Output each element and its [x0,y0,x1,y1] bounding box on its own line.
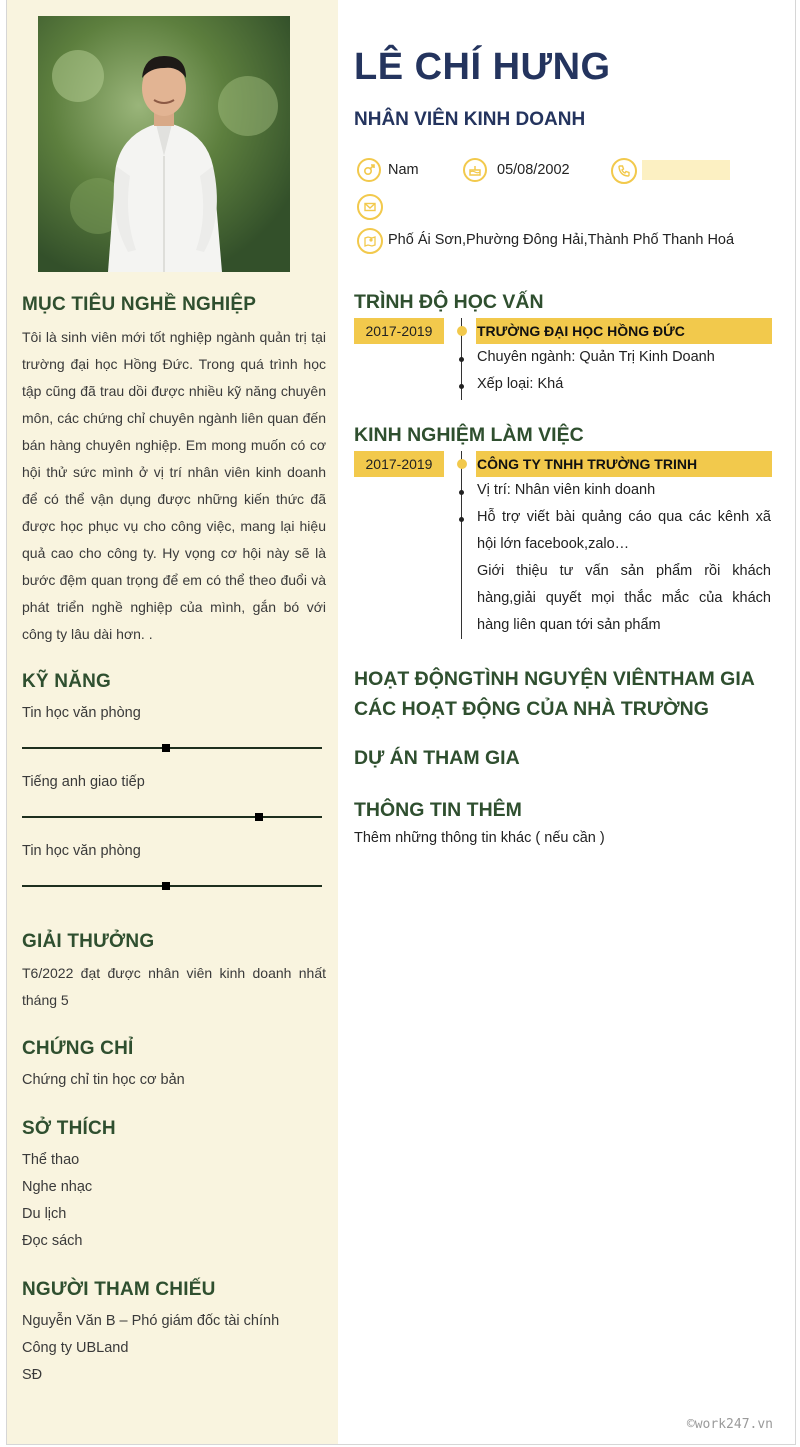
skill-level-marker [162,882,170,890]
timeline-dot [457,326,467,336]
hobby-item: Đọc sách [22,1233,83,1249]
job-title: NHÂN VIÊN KINH DOANH [354,109,586,130]
awards-heading: GIẢI THƯỞNG [22,931,155,952]
candidate-name: LÊ CHÍ HƯNG [354,46,611,88]
experience-year: 2017-2019 [354,451,444,477]
skill-bar [22,885,322,887]
gender-icon [357,158,381,182]
reference-item: Công ty UBLand [22,1340,129,1356]
sidebar [7,0,338,1444]
skill-label: Tin học văn phòng [22,843,141,859]
skill-level-marker [255,813,263,821]
experience-duty: Giới thiệu tư vấn sản phẩm rồi khách hàng,giải quyết mọi thắc mắc của khách hàng liên quan tới sản phẩm [477,563,771,633]
avatar [38,16,290,272]
education-major: Chuyên ngành: Quản Trị Kinh Doanh [477,349,715,365]
more-info-heading: THÔNG TIN THÊM [354,799,522,821]
skill-level-marker [162,744,170,752]
awards-text: T6/2022 đạt được nhân viên kinh doanh nhất tháng 5 [22,965,326,1008]
skill-bar [22,747,322,749]
experience-heading: KINH NGHIỆM LÀM VIỆC [354,424,584,446]
bullet-dot [459,517,464,522]
skill-bar [22,816,322,818]
objective-text: Tôi là sinh viên mới tốt nghiệp ngành quản trị tại trường đại học Hồng Đức. Trong quá trình học tập cũng đã trau dồi được nhiều kỹ năng chuyên môn, các chứng chỉ chuyên ngành liên quan đến bán hàng chuyên nghiệp. Em mong muốn có cơ hội thử sức mình ở vị trí nhân viên kinh doanh để có thể vận dụng được những kiến thức đã được học phục vụ cho công việc, mang lại hiệu quả cao cho công ty. Hy vọng cơ hội này sẽ là bước đệm quan trọng để em có thể theo đuổi và phát triển nghề nghiệp của mình, gắn bó với công ty lâu dài hơn. . [22,329,326,642]
hobby-item: Thể thao [22,1152,80,1168]
company-name: CÔNG TY TNHH TRƯỜNG TRINH [476,451,772,477]
bullet-dot [459,357,464,362]
projects-heading: DỰ ÁN THAM GIA [354,747,520,769]
certificates-heading: CHỨNG CHỈ [22,1038,134,1059]
bullet-dot [459,490,464,495]
skill-label: Tiếng anh giao tiếp [22,774,145,790]
phone-icon [611,158,637,184]
cv-page [6,0,796,1445]
reference-item: Nguyễn Văn B – Phó giám đốc tài chính [22,1313,280,1329]
reference-item: SĐ [22,1367,43,1383]
address-value: Phố Ái Sơn,Phường Đông Hải,Thành Phố Thanh Hoá [388,232,735,248]
watermark: ©work247.vn [686,1417,773,1432]
hobbies-heading: SỞ THÍCH [22,1118,116,1139]
references-heading: NGƯỜI THAM CHIẾU [22,1279,216,1300]
email-icon [357,194,383,220]
education-heading: TRÌNH ĐỘ HỌC VẤN [354,291,544,313]
activities-heading: HOẠT ĐỘNGTÌNH NGUYỆN VIÊNTHAM GIA CÁC HOẠT ĐỘNG CỦA NHÀ TRƯỜNG [354,668,755,720]
birthday-value: 05/08/2002 [497,162,570,178]
bullet-dot [459,384,464,389]
education-grade: Xếp loại: Khá [477,376,564,392]
experience-position: Vị trí: Nhân viên kinh doanh [477,482,656,498]
birthday-cake-icon [463,158,487,182]
hobby-item: Nghe nhạc [22,1179,93,1195]
timeline-dot [457,459,467,469]
timeline-line [461,451,462,639]
certificate-text: Chứng chỉ tin học cơ bản [22,1072,185,1088]
gender-value: Nam [388,162,419,178]
objective-heading: MỤC TIÊU NGHỀ NGHIỆP [22,294,257,315]
skills-heading: KỸ NĂNG [22,671,112,692]
main-content [338,0,795,1444]
school-name: TRƯỜNG ĐẠI HỌC HỒNG ĐỨC [476,318,772,344]
experience-duty: Hỗ trợ viết bài quảng cáo qua các kênh xã hội lớn facebook,zalo… [477,509,771,552]
map-icon [357,228,383,254]
phone-field [642,160,730,180]
hobby-item: Du lịch [22,1206,67,1222]
skill-label: Tin học văn phòng [22,705,141,721]
profile-photo [38,16,290,272]
education-year: 2017-2019 [354,318,444,344]
more-info-text: Thêm những thông tin khác ( nếu cần ) [354,830,605,846]
